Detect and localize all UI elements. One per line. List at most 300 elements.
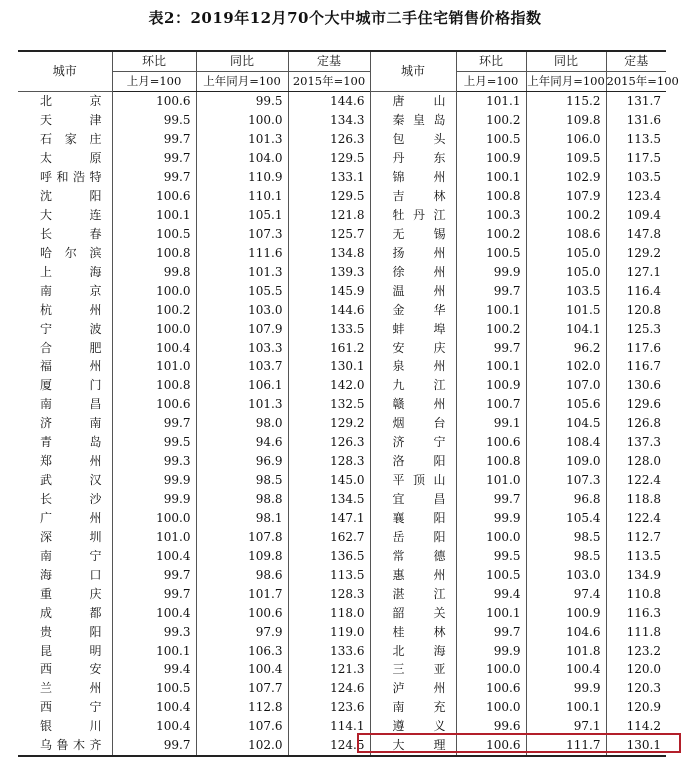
table-row <box>18 527 666 546</box>
cell-city-left: 广州 <box>40 510 102 525</box>
cell-fixed-left: 125.7 <box>288 224 370 243</box>
cell-yoy-left: 98.1 <box>196 509 288 528</box>
cell-fixed-right: 122.4 <box>606 471 666 490</box>
cell-fixed-right: 113.5 <box>606 130 666 149</box>
cell-city-left: 杭州 <box>40 302 102 317</box>
cell-city-left: 呼和浩特 <box>40 170 102 185</box>
cell-mom-right: 100.2 <box>456 111 526 130</box>
table-row <box>18 187 666 206</box>
cell-fixed-right: 117.6 <box>606 338 666 357</box>
cell-fixed-left: 133.1 <box>288 168 370 187</box>
cell-mom-left: 100.6 <box>112 91 196 110</box>
cell-yoy-left: 106.3 <box>196 641 288 660</box>
cell-fixed-right: 116.3 <box>606 603 666 622</box>
cell-mom-right: 100.0 <box>456 660 526 679</box>
cell-fixed-right: 122.4 <box>606 509 666 528</box>
header-city-right: 城市 <box>370 51 456 91</box>
cell-city-left: 济南 <box>40 416 102 431</box>
header-yoy-sub-right: 上年同月=100 <box>526 71 606 91</box>
table-row <box>18 717 666 736</box>
cell-mom-left: 99.9 <box>112 471 196 490</box>
cell-city-right: 泉州 <box>370 357 456 376</box>
cell-mom-right: 101.1 <box>456 91 526 110</box>
cell-yoy-right: 104.5 <box>526 414 606 433</box>
cell-yoy-right: 100.2 <box>526 206 606 225</box>
cell-city-right: 赣州 <box>370 395 456 414</box>
cell-fixed-right: 147.8 <box>606 224 666 243</box>
cell-mom-left: 100.2 <box>112 300 196 319</box>
cell-fixed-right: 123.2 <box>606 641 666 660</box>
cell-yoy-left: 103.7 <box>196 357 288 376</box>
header-mom-sub-left: 上月=100 <box>112 71 196 91</box>
cell-fixed-right: 118.8 <box>606 490 666 509</box>
cell-city-right: 金华 <box>370 300 456 319</box>
cell-city-right: 扬州 <box>370 243 456 262</box>
header-yoy-right: 同比 <box>526 51 606 71</box>
cell-mom-right: 100.8 <box>456 452 526 471</box>
cell-yoy-left: 105.5 <box>196 281 288 300</box>
cell-city-right: 南充 <box>370 698 456 717</box>
cell-fixed-right: 129.6 <box>606 395 666 414</box>
cell-city-right: 蚌埠 <box>370 319 456 338</box>
cell-city-right: 包头 <box>370 130 456 149</box>
cell-mom-left: 99.4 <box>112 660 196 679</box>
cell-mom-left: 99.5 <box>112 111 196 130</box>
cell-city-right: 安庆 <box>370 338 456 357</box>
cell-mom-left: 99.8 <box>112 262 196 281</box>
cell-fixed-left: 124.6 <box>288 679 370 698</box>
header-yoy-sub-left: 上年同月=100 <box>196 71 288 91</box>
cell-mom-left: 100.0 <box>112 319 196 338</box>
table-row <box>18 206 666 225</box>
cell-yoy-right: 109.5 <box>526 149 606 168</box>
cell-yoy-right: 100.9 <box>526 603 606 622</box>
cell-mom-right: 100.7 <box>456 395 526 414</box>
cell-city-left: 天津 <box>40 113 102 128</box>
cell-yoy-right: 100.1 <box>526 698 606 717</box>
table-body <box>18 91 666 755</box>
cell-city-right: 无锡 <box>370 224 456 243</box>
cell-fixed-left: 144.6 <box>288 91 370 110</box>
cell-mom-right: 100.6 <box>456 679 526 698</box>
cell-yoy-left: 107.6 <box>196 717 288 736</box>
cell-yoy-left: 98.6 <box>196 565 288 584</box>
cell-mom-left: 100.4 <box>112 603 196 622</box>
cell-yoy-right: 104.1 <box>526 319 606 338</box>
cell-mom-left: 101.0 <box>112 527 196 546</box>
cell-mom-right: 100.9 <box>456 149 526 168</box>
table-row <box>18 622 666 641</box>
cell-city-left: 西宁 <box>40 700 102 715</box>
cell-mom-right: 100.2 <box>456 224 526 243</box>
header-fixed-sub-left: 2015年=100 <box>288 71 370 91</box>
cell-yoy-right: 103.0 <box>526 565 606 584</box>
cell-yoy-left: 110.1 <box>196 187 288 206</box>
cell-city-left: 昆明 <box>40 643 102 658</box>
cell-mom-right: 100.0 <box>456 527 526 546</box>
table-row <box>18 130 666 149</box>
cell-city-right: 岳阳 <box>370 527 456 546</box>
cell-mom-left: 100.4 <box>112 546 196 565</box>
table-row <box>18 509 666 528</box>
cell-yoy-left: 104.0 <box>196 149 288 168</box>
cell-city-right: 徐州 <box>370 262 456 281</box>
cell-mom-left: 99.3 <box>112 622 196 641</box>
cell-fixed-right: 130.6 <box>606 376 666 395</box>
cell-city-left: 南宁 <box>40 548 102 563</box>
cell-fixed-left: 145.0 <box>288 471 370 490</box>
cell-yoy-left: 98.8 <box>196 490 288 509</box>
cell-yoy-right: 107.9 <box>526 187 606 206</box>
table-row <box>18 111 666 130</box>
cell-fixed-right: 130.1 <box>606 736 666 756</box>
cell-fixed-left: 147.1 <box>288 509 370 528</box>
cell-yoy-left: 102.0 <box>196 736 288 756</box>
cell-mom-right: 99.9 <box>456 641 526 660</box>
cell-yoy-right: 111.7 <box>526 736 606 756</box>
cell-yoy-left: 107.9 <box>196 319 288 338</box>
cell-city-left: 海口 <box>40 567 102 582</box>
table-row <box>18 452 666 471</box>
cell-fixed-left: 144.6 <box>288 300 370 319</box>
cell-mom-right: 100.1 <box>456 357 526 376</box>
cell-fixed-left: 128.3 <box>288 584 370 603</box>
cell-mom-left: 100.4 <box>112 338 196 357</box>
cell-mom-right: 100.8 <box>456 187 526 206</box>
cell-mom-right: 99.9 <box>456 262 526 281</box>
cell-fixed-right: 116.4 <box>606 281 666 300</box>
cell-city-right: 三亚 <box>370 660 456 679</box>
cell-city-left: 上海 <box>40 264 102 279</box>
cell-yoy-right: 105.0 <box>526 243 606 262</box>
cell-yoy-left: 109.8 <box>196 546 288 565</box>
cell-city-right: 惠州 <box>370 565 456 584</box>
cell-city-left: 北京 <box>40 94 102 109</box>
table-row <box>18 660 666 679</box>
cell-mom-left: 100.6 <box>112 395 196 414</box>
cell-yoy-right: 96.2 <box>526 338 606 357</box>
cell-fixed-right: 120.9 <box>606 698 666 717</box>
cell-fixed-left: 129.5 <box>288 187 370 206</box>
cell-yoy-left: 94.6 <box>196 433 288 452</box>
cell-fixed-right: 127.1 <box>606 262 666 281</box>
cell-fixed-left: 118.0 <box>288 603 370 622</box>
cell-mom-left: 100.6 <box>112 187 196 206</box>
cell-fixed-left: 114.1 <box>288 717 370 736</box>
table-row <box>18 414 666 433</box>
table-row <box>18 679 666 698</box>
cell-mom-right: 99.6 <box>456 717 526 736</box>
cell-yoy-right: 102.0 <box>526 357 606 376</box>
cell-city-right: 吉林 <box>370 187 456 206</box>
table-row <box>18 395 666 414</box>
cell-mom-right: 100.0 <box>456 698 526 717</box>
cell-mom-right: 99.7 <box>456 622 526 641</box>
cell-city-left: 宁波 <box>40 321 102 336</box>
cell-mom-left: 101.0 <box>112 357 196 376</box>
cell-city-left: 贵阳 <box>40 624 102 639</box>
cell-fixed-right: 117.5 <box>606 149 666 168</box>
cell-mom-right: 100.6 <box>456 433 526 452</box>
cell-fixed-right: 131.6 <box>606 111 666 130</box>
table-row <box>18 149 666 168</box>
cell-city-right: 湛江 <box>370 584 456 603</box>
table-row <box>18 168 666 187</box>
cell-fixed-left: 113.5 <box>288 565 370 584</box>
cell-city-left: 重庆 <box>40 586 102 601</box>
cell-mom-left: 100.0 <box>112 281 196 300</box>
cell-city-left: 沈阳 <box>40 189 102 204</box>
cell-city-right: 北海 <box>370 641 456 660</box>
cell-fixed-left: 136.5 <box>288 546 370 565</box>
cell-mom-right: 99.7 <box>456 338 526 357</box>
cell-fixed-right: 131.7 <box>606 91 666 110</box>
cell-yoy-right: 98.5 <box>526 527 606 546</box>
cell-mom-right: 99.4 <box>456 584 526 603</box>
cell-mom-right: 100.3 <box>456 206 526 225</box>
header-mom-sub-right: 上月=100 <box>456 71 526 91</box>
cell-fixed-left: 134.8 <box>288 243 370 262</box>
cell-yoy-right: 107.3 <box>526 471 606 490</box>
cell-fixed-right: 116.7 <box>606 357 666 376</box>
cell-city-right: 常德 <box>370 546 456 565</box>
cell-fixed-right: 120.0 <box>606 660 666 679</box>
cell-fixed-left: 132.5 <box>288 395 370 414</box>
cell-fixed-right: 128.0 <box>606 452 666 471</box>
cell-fixed-left: 145.9 <box>288 281 370 300</box>
cell-yoy-left: 107.3 <box>196 224 288 243</box>
cell-yoy-right: 106.0 <box>526 130 606 149</box>
cell-city-left: 兰州 <box>40 681 102 696</box>
cell-fixed-left: 133.6 <box>288 641 370 660</box>
cell-yoy-right: 105.6 <box>526 395 606 414</box>
cell-mom-left: 100.0 <box>112 509 196 528</box>
cell-yoy-right: 102.9 <box>526 168 606 187</box>
header-fixed-left: 定基 <box>288 51 370 71</box>
cell-mom-left: 99.7 <box>112 149 196 168</box>
cell-fixed-right: 110.8 <box>606 584 666 603</box>
cell-fixed-right: 111.8 <box>606 622 666 641</box>
cell-fixed-left: 129.2 <box>288 414 370 433</box>
cell-mom-right: 100.5 <box>456 565 526 584</box>
table-row <box>18 338 666 357</box>
cell-mom-right: 100.5 <box>456 130 526 149</box>
cell-yoy-left: 112.8 <box>196 698 288 717</box>
cell-fixed-right: 129.2 <box>606 243 666 262</box>
cell-fixed-right: 123.4 <box>606 187 666 206</box>
cell-mom-right: 100.1 <box>456 300 526 319</box>
cell-yoy-left: 101.3 <box>196 262 288 281</box>
cell-city-right: 韶关 <box>370 603 456 622</box>
header-mom-left: 环比 <box>112 51 196 71</box>
cell-city-left: 武汉 <box>40 473 102 488</box>
cell-mom-left: 100.8 <box>112 243 196 262</box>
cell-mom-left: 100.1 <box>112 641 196 660</box>
cell-fixed-left: 121.3 <box>288 660 370 679</box>
cell-fixed-left: 129.5 <box>288 149 370 168</box>
cell-city-right: 平顶山 <box>370 471 456 490</box>
cell-mom-right: 100.5 <box>456 243 526 262</box>
cell-fixed-right: 120.3 <box>606 679 666 698</box>
cell-mom-left: 100.4 <box>112 717 196 736</box>
cell-yoy-left: 107.7 <box>196 679 288 698</box>
table-row <box>18 471 666 490</box>
cell-yoy-left: 103.0 <box>196 300 288 319</box>
cell-city-left: 大连 <box>40 207 102 222</box>
cell-fixed-left: 139.3 <box>288 262 370 281</box>
table-row <box>18 319 666 338</box>
table-row <box>18 698 666 717</box>
cell-yoy-left: 99.5 <box>196 91 288 110</box>
cell-yoy-right: 108.6 <box>526 224 606 243</box>
cell-fixed-left: 126.3 <box>288 433 370 452</box>
cell-mom-right: 100.9 <box>456 376 526 395</box>
cell-fixed-left: 119.0 <box>288 622 370 641</box>
cell-mom-right: 99.9 <box>456 509 526 528</box>
cell-fixed-right: 126.8 <box>606 414 666 433</box>
cell-fixed-right: 113.5 <box>606 546 666 565</box>
table-row <box>18 357 666 376</box>
cell-yoy-right: 97.1 <box>526 717 606 736</box>
cell-city-right: 烟台 <box>370 414 456 433</box>
cell-city-left: 青岛 <box>40 435 102 450</box>
cell-city-left: 哈尔滨 <box>40 245 102 260</box>
cell-mom-right: 100.6 <box>456 736 526 756</box>
cell-yoy-left: 105.1 <box>196 206 288 225</box>
cell-yoy-left: 101.3 <box>196 395 288 414</box>
cell-mom-left: 100.5 <box>112 679 196 698</box>
table-row <box>18 300 666 319</box>
cell-yoy-right: 103.5 <box>526 281 606 300</box>
cell-city-right: 洛阳 <box>370 452 456 471</box>
cell-city-left: 长沙 <box>40 492 102 507</box>
cell-city-left: 深圳 <box>40 529 102 544</box>
cell-city-right: 遵义 <box>370 717 456 736</box>
header-mom-right: 环比 <box>456 51 526 71</box>
cell-yoy-right: 99.9 <box>526 679 606 698</box>
cell-fixed-left: 126.3 <box>288 130 370 149</box>
cell-mom-right: 99.7 <box>456 490 526 509</box>
cell-yoy-right: 100.4 <box>526 660 606 679</box>
cell-fixed-right: 125.3 <box>606 319 666 338</box>
cell-fixed-right: 134.9 <box>606 565 666 584</box>
cell-yoy-left: 101.7 <box>196 584 288 603</box>
cell-city-right: 襄阳 <box>370 509 456 528</box>
cell-yoy-left: 100.6 <box>196 603 288 622</box>
cell-mom-left: 99.7 <box>112 414 196 433</box>
header-fixed-right: 定基 <box>606 51 666 71</box>
cell-mom-right: 99.1 <box>456 414 526 433</box>
cell-city-right: 泸州 <box>370 679 456 698</box>
table-title: 表2：2019年12月70个大中城市二手住宅销售价格指数 <box>148 9 542 27</box>
cell-yoy-right: 104.6 <box>526 622 606 641</box>
header-fixed-sub-right: 2015年=100 <box>606 71 666 91</box>
cell-yoy-right: 115.2 <box>526 91 606 110</box>
cell-fixed-right: 137.3 <box>606 433 666 452</box>
header-yoy-left: 同比 <box>196 51 288 71</box>
price-index-table <box>18 50 679 757</box>
cell-yoy-left: 106.1 <box>196 376 288 395</box>
cell-yoy-left: 101.3 <box>196 130 288 149</box>
table-row <box>18 376 666 395</box>
cell-fixed-left: 161.2 <box>288 338 370 357</box>
cell-city-left: 合肥 <box>40 340 102 355</box>
cell-fixed-left: 121.8 <box>288 206 370 225</box>
cell-yoy-right: 108.4 <box>526 433 606 452</box>
cell-yoy-right: 101.8 <box>526 641 606 660</box>
cell-yoy-right: 105.4 <box>526 509 606 528</box>
cell-city-left: 南京 <box>40 283 102 298</box>
cell-fixed-left: 124.5 <box>288 736 370 756</box>
cell-fixed-left: 162.7 <box>288 527 370 546</box>
cell-yoy-left: 98.5 <box>196 471 288 490</box>
table-row <box>18 224 666 243</box>
cell-fixed-right: 120.8 <box>606 300 666 319</box>
table-row <box>18 281 666 300</box>
cell-yoy-left: 96.9 <box>196 452 288 471</box>
cell-mom-left: 99.3 <box>112 452 196 471</box>
cell-mom-left: 99.7 <box>112 130 196 149</box>
cell-fixed-left: 142.0 <box>288 376 370 395</box>
cell-fixed-right: 112.7 <box>606 527 666 546</box>
cell-yoy-right: 109.0 <box>526 452 606 471</box>
cell-city-left: 乌鲁木齐 <box>18 736 112 756</box>
table-row <box>18 603 666 622</box>
cell-yoy-left: 110.9 <box>196 168 288 187</box>
cell-mom-left: 99.7 <box>112 584 196 603</box>
cell-mom-left: 99.7 <box>112 736 196 756</box>
cell-city-left: 成都 <box>40 605 102 620</box>
table-row <box>18 736 666 756</box>
cell-city-right: 唐山 <box>370 91 456 110</box>
cell-mom-right: 100.1 <box>456 168 526 187</box>
cell-yoy-left: 100.4 <box>196 660 288 679</box>
cell-city-left: 厦门 <box>40 378 102 393</box>
cell-city-left: 银川 <box>40 719 102 734</box>
cell-city-right: 温州 <box>370 281 456 300</box>
table-row <box>18 584 666 603</box>
cell-fixed-right: 109.4 <box>606 206 666 225</box>
cell-city-right: 大理 <box>370 736 456 756</box>
table-row <box>18 91 666 110</box>
cell-yoy-right: 98.5 <box>526 546 606 565</box>
table-row <box>18 243 666 262</box>
cell-city-left: 石家庄 <box>40 132 102 147</box>
cell-city-left: 太原 <box>40 151 102 166</box>
cell-city-left: 郑州 <box>40 454 102 469</box>
table-row <box>18 490 666 509</box>
cell-yoy-right: 109.8 <box>526 111 606 130</box>
header-city-left: 城市 <box>18 51 112 91</box>
table-row <box>18 565 666 584</box>
cell-mom-left: 99.7 <box>112 168 196 187</box>
cell-fixed-right: 103.5 <box>606 168 666 187</box>
cell-fixed-left: 134.5 <box>288 490 370 509</box>
cell-yoy-left: 98.0 <box>196 414 288 433</box>
cell-fixed-left: 134.3 <box>288 111 370 130</box>
cell-mom-left: 99.9 <box>112 490 196 509</box>
cell-yoy-left: 111.6 <box>196 243 288 262</box>
cell-city-right: 济宁 <box>370 433 456 452</box>
cell-mom-left: 99.5 <box>112 433 196 452</box>
table-row <box>18 641 666 660</box>
cell-city-right: 丹东 <box>370 149 456 168</box>
cell-mom-left: 100.1 <box>112 206 196 225</box>
cell-mom-left: 100.4 <box>112 698 196 717</box>
cell-yoy-right: 101.5 <box>526 300 606 319</box>
cell-mom-right: 99.5 <box>456 546 526 565</box>
cell-mom-right: 100.2 <box>456 319 526 338</box>
